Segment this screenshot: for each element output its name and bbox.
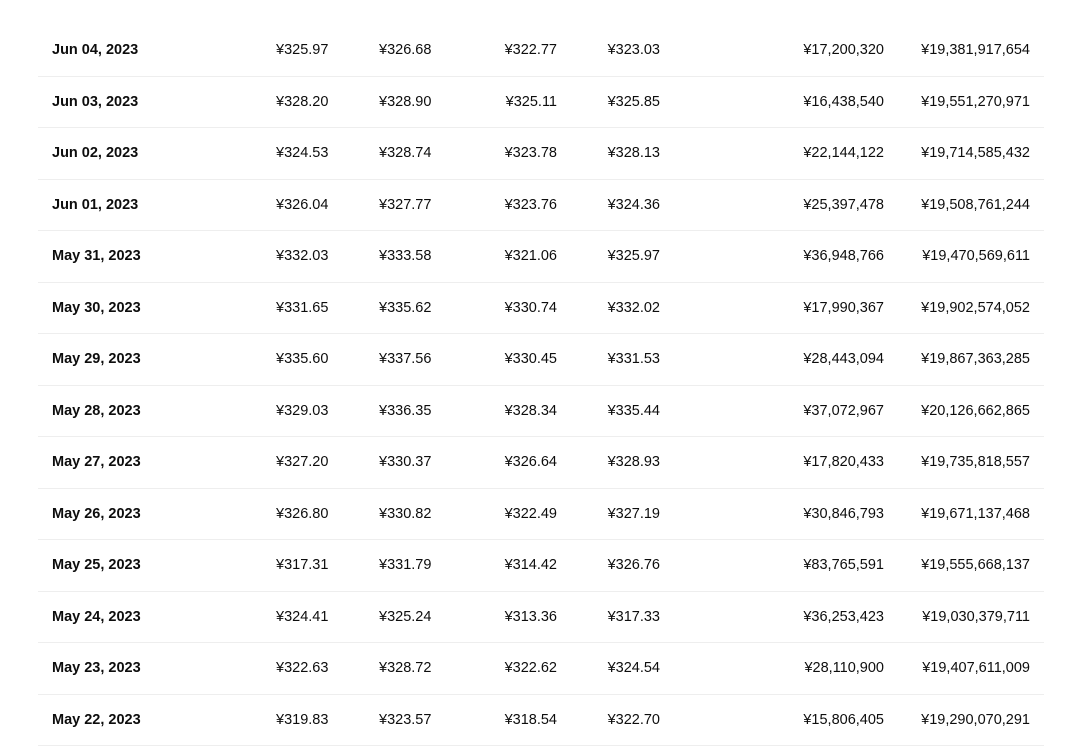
low-price-cell: ¥323.76 <box>505 180 557 231</box>
volume-cell: ¥28,110,900 <box>804 643 884 694</box>
market-cap-cell: ¥19,714,585,432 <box>921 128 1030 179</box>
table-row <box>38 695 1044 746</box>
table-row <box>38 489 1044 541</box>
low-price-cell: ¥314.42 <box>505 540 557 591</box>
low-price-cell: ¥330.45 <box>505 334 557 385</box>
close-price-cell: ¥325.97 <box>608 231 660 282</box>
date-cell: May 28, 2023 <box>52 386 141 437</box>
volume-cell: ¥36,948,766 <box>803 231 884 282</box>
open-price-cell: ¥326.80 <box>276 489 328 540</box>
close-price-cell: ¥323.03 <box>608 25 660 76</box>
high-price-cell: ¥323.57 <box>379 695 431 746</box>
close-price-cell: ¥328.93 <box>608 437 660 488</box>
high-price-cell: ¥330.82 <box>379 489 431 540</box>
market-cap-cell: ¥19,555,668,137 <box>921 540 1030 591</box>
date-cell: May 23, 2023 <box>52 643 141 694</box>
table-row <box>38 386 1044 438</box>
close-price-cell: ¥335.44 <box>608 386 660 437</box>
high-price-cell: ¥328.72 <box>379 643 431 694</box>
market-cap-cell: ¥19,867,363,285 <box>921 334 1030 385</box>
open-price-cell: ¥324.41 <box>276 592 328 643</box>
close-price-cell: ¥327.19 <box>608 489 660 540</box>
high-price-cell: ¥337.56 <box>379 334 431 385</box>
volume-cell: ¥37,072,967 <box>803 386 884 437</box>
market-cap-cell: ¥19,470,569,611 <box>922 231 1030 282</box>
volume-cell: ¥83,765,591 <box>803 540 884 591</box>
table-row <box>38 180 1044 232</box>
low-price-cell: ¥313.36 <box>505 592 557 643</box>
open-price-cell: ¥317.31 <box>276 540 328 591</box>
high-price-cell: ¥336.35 <box>379 386 431 437</box>
high-price-cell: ¥335.62 <box>379 283 431 334</box>
table-row <box>38 77 1044 129</box>
date-cell: Jun 02, 2023 <box>52 128 138 179</box>
table-row <box>38 334 1044 386</box>
market-cap-cell: ¥19,407,611,009 <box>922 643 1030 694</box>
low-price-cell: ¥330.74 <box>505 283 557 334</box>
close-price-cell: ¥328.13 <box>608 128 660 179</box>
volume-cell: ¥17,820,433 <box>803 437 884 488</box>
date-cell: May 30, 2023 <box>52 283 141 334</box>
table-row <box>38 540 1044 592</box>
volume-cell: ¥15,806,405 <box>803 695 884 746</box>
date-cell: May 26, 2023 <box>52 489 141 540</box>
high-price-cell: ¥325.24 <box>379 592 431 643</box>
date-cell: Jun 01, 2023 <box>52 180 138 231</box>
date-cell: Jun 03, 2023 <box>52 77 138 128</box>
high-price-cell: ¥328.74 <box>379 128 431 179</box>
open-price-cell: ¥335.60 <box>276 334 328 385</box>
market-cap-cell: ¥19,551,270,971 <box>921 77 1030 128</box>
low-price-cell: ¥318.54 <box>505 695 557 746</box>
market-cap-cell: ¥19,671,137,468 <box>921 489 1030 540</box>
table-row <box>38 25 1044 77</box>
date-cell: May 31, 2023 <box>52 231 141 282</box>
low-price-cell: ¥325.11 <box>506 77 557 128</box>
high-price-cell: ¥331.79 <box>379 540 431 591</box>
market-cap-cell: ¥19,902,574,052 <box>921 283 1030 334</box>
date-cell: Jun 04, 2023 <box>52 25 138 76</box>
open-price-cell: ¥329.03 <box>276 386 328 437</box>
high-price-cell: ¥333.58 <box>379 231 431 282</box>
table-row <box>38 283 1044 335</box>
date-cell: May 22, 2023 <box>52 695 141 746</box>
volume-cell: ¥30,846,793 <box>803 489 884 540</box>
open-price-cell: ¥319.83 <box>276 695 328 746</box>
close-price-cell: ¥331.53 <box>608 334 660 385</box>
table-row <box>38 231 1044 283</box>
volume-cell: ¥17,990,367 <box>803 283 884 334</box>
open-price-cell: ¥328.20 <box>276 77 328 128</box>
open-price-cell: ¥327.20 <box>276 437 328 488</box>
open-price-cell: ¥322.63 <box>276 643 328 694</box>
high-price-cell: ¥330.37 <box>379 437 431 488</box>
volume-cell: ¥25,397,478 <box>803 180 884 231</box>
volume-cell: ¥28,443,094 <box>803 334 884 385</box>
low-price-cell: ¥326.64 <box>505 437 557 488</box>
table-row <box>38 592 1044 644</box>
low-price-cell: ¥323.78 <box>505 128 557 179</box>
low-price-cell: ¥328.34 <box>505 386 557 437</box>
close-price-cell: ¥322.70 <box>608 695 660 746</box>
open-price-cell: ¥324.53 <box>276 128 328 179</box>
market-cap-cell: ¥19,508,761,244 <box>921 180 1030 231</box>
table-row <box>38 437 1044 489</box>
open-price-cell: ¥326.04 <box>276 180 328 231</box>
open-price-cell: ¥325.97 <box>276 25 328 76</box>
volume-cell: ¥17,200,320 <box>803 25 884 76</box>
high-price-cell: ¥328.90 <box>379 77 431 128</box>
date-cell: May 29, 2023 <box>52 334 141 385</box>
close-price-cell: ¥332.02 <box>608 283 660 334</box>
low-price-cell: ¥322.49 <box>505 489 557 540</box>
low-price-cell: ¥322.77 <box>505 25 557 76</box>
low-price-cell: ¥322.62 <box>505 643 557 694</box>
high-price-cell: ¥326.68 <box>379 25 431 76</box>
table-row <box>38 128 1044 180</box>
close-price-cell: ¥324.36 <box>608 180 660 231</box>
close-price-cell: ¥324.54 <box>608 643 660 694</box>
close-price-cell: ¥326.76 <box>608 540 660 591</box>
date-cell: May 27, 2023 <box>52 437 141 488</box>
market-cap-cell: ¥19,735,818,557 <box>921 437 1030 488</box>
volume-cell: ¥36,253,423 <box>803 592 884 643</box>
date-cell: May 25, 2023 <box>52 540 141 591</box>
market-cap-cell: ¥19,030,379,711 <box>922 592 1030 643</box>
high-price-cell: ¥327.77 <box>379 180 431 231</box>
market-cap-cell: ¥19,290,070,291 <box>921 695 1030 746</box>
close-price-cell: ¥317.33 <box>608 592 660 643</box>
market-cap-cell: ¥20,126,662,865 <box>921 386 1030 437</box>
table-row <box>38 643 1044 695</box>
volume-cell: ¥22,144,122 <box>803 128 884 179</box>
volume-cell: ¥16,438,540 <box>803 77 884 128</box>
close-price-cell: ¥325.85 <box>608 77 660 128</box>
market-cap-cell: ¥19,381,917,654 <box>921 25 1030 76</box>
date-cell: May 24, 2023 <box>52 592 141 643</box>
price-history-table <box>38 25 1044 746</box>
low-price-cell: ¥321.06 <box>505 231 557 282</box>
open-price-cell: ¥331.65 <box>276 283 328 334</box>
open-price-cell: ¥332.03 <box>276 231 328 282</box>
